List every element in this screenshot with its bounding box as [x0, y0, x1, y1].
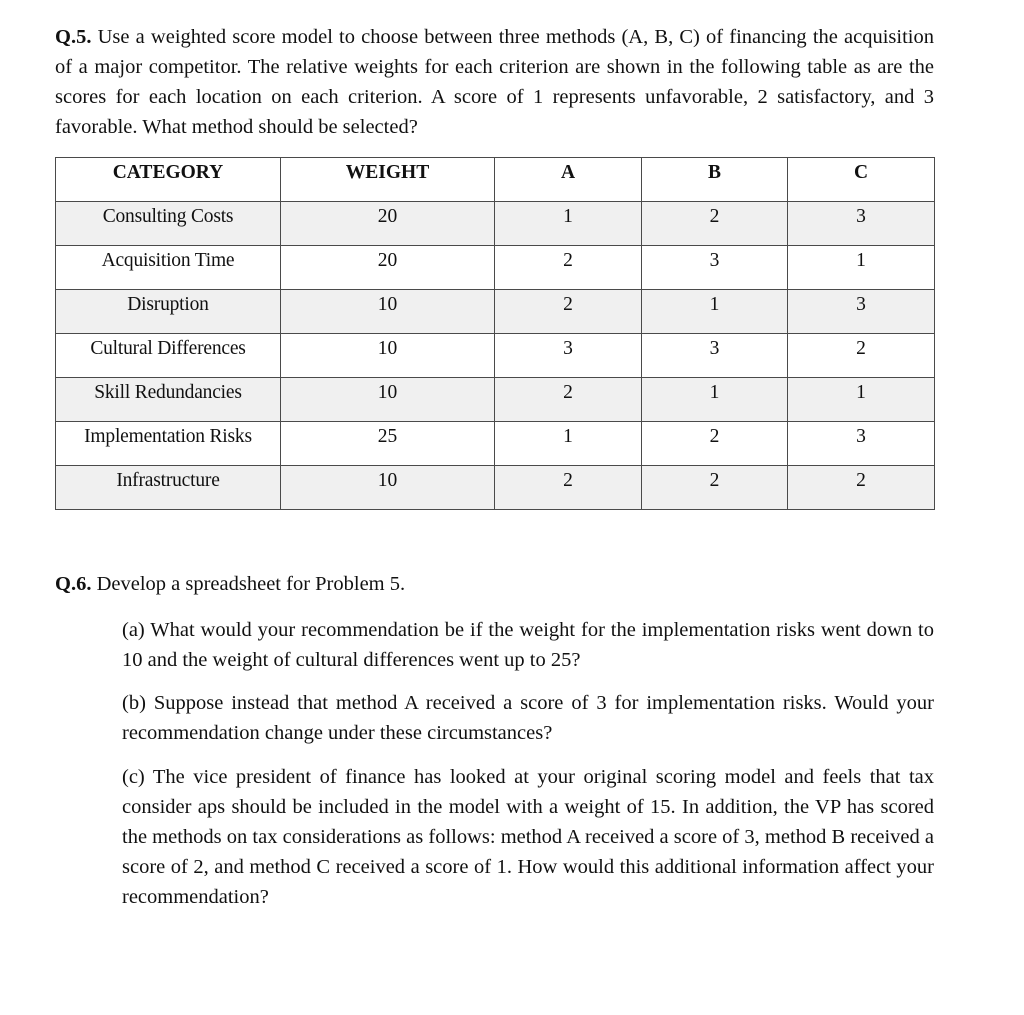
- question-6-part-b: (b) Suppose instead that method A received a score of 3 for implementation risks. Would your recommendation change under these circumstances?: [122, 692, 934, 744]
- header-method-b: B: [642, 158, 788, 202]
- header-category: CATEGORY: [56, 158, 281, 202]
- score-c-cell: 2: [788, 466, 935, 510]
- category-cell: Disruption: [56, 290, 281, 334]
- score-a-cell: 2: [495, 378, 642, 422]
- score-a-cell: 1: [495, 422, 642, 466]
- score-b-cell: 3: [642, 334, 788, 378]
- weight-cell: 20: [281, 202, 495, 246]
- question-5-number: Q.5.: [55, 26, 92, 48]
- score-c-cell: 3: [788, 290, 935, 334]
- score-b-cell: 2: [642, 202, 788, 246]
- category-cell: Consulting Costs: [56, 202, 281, 246]
- weight-cell: 20: [281, 246, 495, 290]
- header-method-c: C: [788, 158, 935, 202]
- table-row: [56, 378, 935, 422]
- table-row: [56, 422, 935, 466]
- table-row: [56, 466, 935, 510]
- score-c-cell: 2: [788, 334, 935, 378]
- score-a-cell: 2: [495, 246, 642, 290]
- question-6-part-a: (a) What would your recommendation be if the weight for the implementation risks went down to 10 and the weight of cultural differences went up to 25?: [122, 619, 934, 671]
- score-b-cell: 1: [642, 290, 788, 334]
- category-cell: Cultural Differences: [56, 334, 281, 378]
- table-row: [56, 202, 935, 246]
- table-row: [56, 290, 935, 334]
- score-a-cell: 1: [495, 202, 642, 246]
- category-cell: Skill Redundancies: [56, 378, 281, 422]
- weight-cell: 10: [281, 334, 495, 378]
- score-c-cell: 3: [788, 422, 935, 466]
- question-6-number: Q.6.: [55, 573, 92, 595]
- question-5: [55, 22, 934, 142]
- weight-cell: 10: [281, 378, 495, 422]
- table-header-row: [56, 158, 935, 202]
- score-a-cell: 3: [495, 334, 642, 378]
- weight-cell: 10: [281, 290, 495, 334]
- weight-cell: 10: [281, 466, 495, 510]
- table-row: [56, 334, 935, 378]
- table-row: [56, 246, 935, 290]
- score-a-cell: 2: [495, 290, 642, 334]
- score-c-cell: 1: [788, 246, 935, 290]
- weighted-score-table: [55, 157, 935, 510]
- question-6-text: Develop a spreadsheet for Problem 5.: [96, 573, 406, 595]
- score-b-cell: 2: [642, 466, 788, 510]
- header-method-a: A: [495, 158, 642, 202]
- weight-cell: 25: [281, 422, 495, 466]
- question-5-text: Use a weighted score model to choose between three methods (A, B, C) of financing the acquisition of a major competitor. The relative weights for each criterion are shown in the following table as are the scores for each location on each criterion. A score of 1 represents unfavorable, 2 satisfactory, and 3 favorable. What method should be selected?: [55, 26, 934, 138]
- score-c-cell: 3: [788, 202, 935, 246]
- category-cell: Acquisition Time: [56, 246, 281, 290]
- question-6-part-c: (c) The vice president of finance has looked at your original scoring model and feels that tax consider aps should be included in the model with a weight of 15. In addition, the VP has scored the methods on tax considerations as follows: method A received a score of 3, method B received a score of 2, and method C received a score of 1. How would this additional information affect your recommendation?: [122, 766, 934, 908]
- score-b-cell: 2: [642, 422, 788, 466]
- score-c-cell: 1: [788, 378, 935, 422]
- score-b-cell: 1: [642, 378, 788, 422]
- question-6: [55, 569, 934, 599]
- header-weight: WEIGHT: [281, 158, 495, 202]
- category-cell: Implementation Risks: [56, 422, 281, 466]
- category-cell: Infrastructure: [56, 466, 281, 510]
- score-b-cell: 3: [642, 246, 788, 290]
- score-a-cell: 2: [495, 466, 642, 510]
